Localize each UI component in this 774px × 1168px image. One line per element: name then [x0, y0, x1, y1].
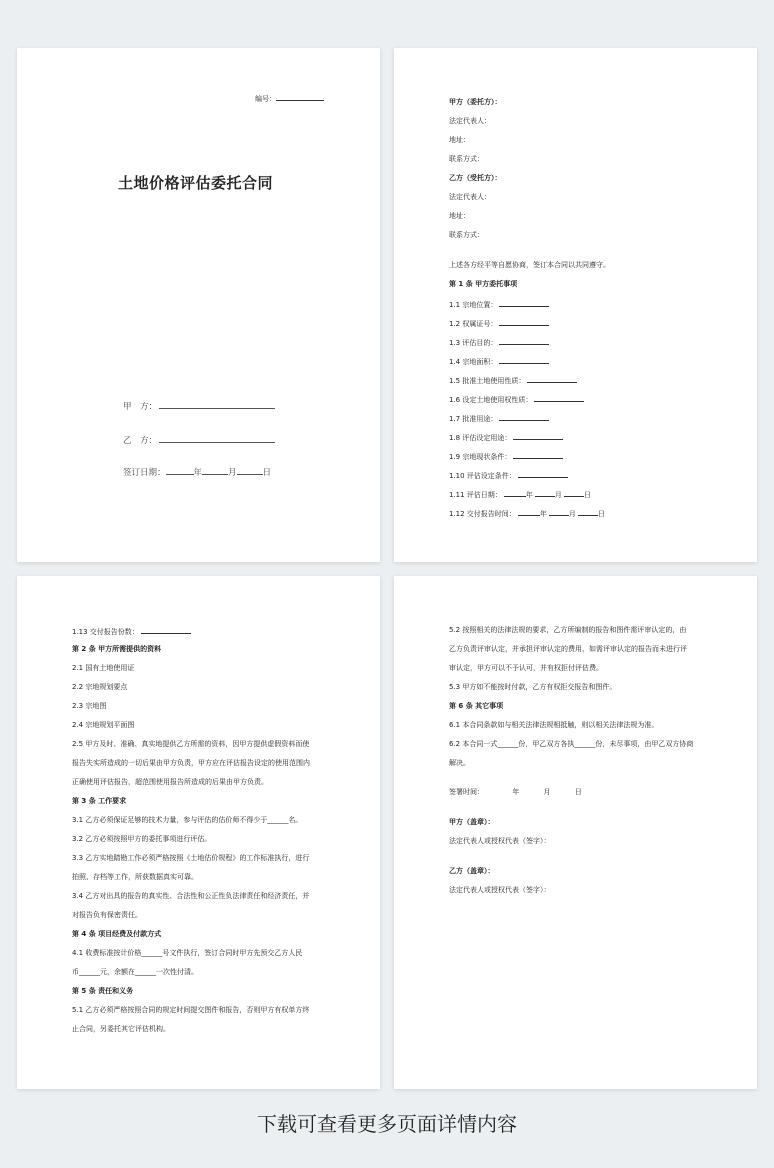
fill-in-blank [499, 318, 549, 326]
party-a-blank [159, 400, 275, 409]
date-unit: 日 [597, 510, 605, 518]
text-line: 2.4 宗地规划平面图 [72, 721, 135, 729]
fill-in-blank [499, 299, 549, 307]
sign-time-label: 签署时间： [449, 788, 484, 796]
day-blank [237, 466, 263, 475]
section-heading: 第 6 条 其它事项 [449, 702, 504, 710]
section-heading: 乙方（受托方）： [449, 174, 502, 182]
item-label: 1.9 宗地现状条件： [449, 453, 512, 461]
text-line: 2.5 甲方及时、准确、真实地提供乙方所需的资料，因甲方提供虚假资料而使 [72, 740, 310, 748]
party-b-row [123, 434, 275, 446]
section-heading: 第 2 条 甲方所需提供的资料 [72, 645, 162, 653]
text-line: 5.1 乙方必须严格按照合同的规定时间提交图件和报告，否则甲方有权单方终 [72, 1006, 310, 1014]
fill-in-blank [499, 337, 549, 345]
month-blank [202, 466, 228, 475]
fill-in-blank [564, 489, 584, 497]
party-a-seal: 甲方（盖章）： [449, 818, 495, 826]
item-label: 1.2 权属证号： [449, 320, 498, 328]
section-heading: 第 5 条 责任和义务 [72, 987, 134, 995]
text-line: 3.1 乙方必须保证足够的技术力量，参与评估的估价师不得少于______名。 [72, 816, 303, 824]
sign-date-label: 签订日期： [123, 468, 166, 478]
fill-in-blank [518, 470, 568, 478]
item-label: 1.4 宗地面积： [449, 358, 498, 366]
text-line: 地址： [449, 136, 470, 144]
sign-year-label: 年 [512, 788, 520, 796]
item-label: 1.5 批准土地使用性质： [449, 377, 526, 385]
year-blank [166, 466, 194, 475]
item-row [449, 432, 563, 443]
text-line: 地址： [449, 212, 470, 220]
text-line: 乙方负责评审认定，并承担评审认定的费用，如需评审认定的报告而未进行评 [449, 645, 687, 653]
item-row [449, 337, 549, 348]
item-row [449, 413, 549, 424]
text-line: 审认定，甲方可以不予认可，并有权拒付评估费。 [449, 664, 603, 672]
item-row [449, 489, 591, 500]
item-row [449, 394, 584, 405]
contract-page-3 [17, 576, 380, 1089]
text-line: 2.2 宗地规划要点 [72, 683, 128, 691]
party-a-label: 甲 方： [123, 402, 158, 412]
contract-number-blank [276, 93, 324, 101]
item-row [449, 375, 577, 386]
text-line: 6.1 本合同条款如与相关法律法规相抵触，则以相关法律法规为准。 [449, 721, 659, 729]
fill-in-blank [499, 356, 549, 364]
date-unit: 年 [525, 491, 533, 499]
sign-month-label: 月 [543, 788, 551, 796]
text-line: 联系方式： [449, 155, 484, 163]
fill-in-blank [527, 375, 577, 383]
item-label: 1.6 设定土地使用权性质： [449, 396, 533, 404]
party-b-seal: 乙方（盖章）： [449, 867, 495, 875]
text-line: 报告失实所造成的一切后果由甲方负责，甲方应在评估报告设定的使用范围内 [72, 759, 310, 767]
party-b-label: 乙 方： [123, 436, 158, 446]
text-line: 5.3 甲方如不能按时付款，乙方有权拒交报告和图件。 [449, 683, 617, 691]
item-label: 1.10 评估设定条件： [449, 472, 516, 480]
fill-in-blank [513, 432, 563, 440]
year-label: 年 [193, 468, 203, 478]
fill-in-blank [578, 508, 598, 516]
party-b-blank [159, 434, 275, 443]
text-line: 上述各方经平等自愿协商，签订本合同以共同遵守。 [449, 261, 610, 269]
item-label: 1.11 评估日期： [449, 491, 502, 499]
fill-in-blank [535, 489, 555, 497]
day-label: 日 [262, 468, 272, 478]
text-line: 3.3 乙方实地踏勘工作必须严格按照《土地估价规程》的工作标准执行，进行 [72, 854, 310, 862]
page-title: 土地价格评估委托合同 [118, 174, 274, 192]
fill-in-blank [141, 626, 191, 634]
fill-in-blank [534, 394, 584, 402]
text-line: 联系方式： [449, 231, 484, 239]
text-line: 正确使用评估报告，超范围使用报告所造成的后果由甲方负责。 [72, 778, 268, 786]
item-row [449, 508, 605, 519]
text-line: 对报告负有保密责任。 [72, 911, 142, 919]
item-row [449, 470, 568, 481]
item-row [449, 318, 549, 329]
text-line: 解决。 [449, 759, 470, 767]
fill-in-blank [513, 451, 563, 459]
text-line: 币______元，余额在______一次性付清。 [72, 968, 198, 976]
item-label: 1.8 评估设定用途： [449, 434, 512, 442]
item-label: 1.3 评估目的： [449, 339, 498, 347]
section-heading: 第 3 条 工作要求 [72, 797, 127, 805]
party-b-representative: 法定代表人或授权代表（签字）： [449, 886, 551, 894]
text-line: 4.1 收费标准按计价格______号文件执行，签订合同时甲方先预交乙方人民 [72, 949, 303, 957]
date-unit: 月 [568, 510, 576, 518]
item-row [449, 299, 549, 310]
sign-day-label: 日 [574, 788, 582, 796]
section-heading: 甲方（委托方）： [449, 98, 502, 106]
text-line: 3.4 乙方对出具的报告的真实性、合法性和公正性负法律责任和经济责任，并 [72, 892, 310, 900]
party-a-row [123, 400, 275, 412]
fill-in-blank [499, 413, 549, 421]
item-label: 1.12 交付报告时间： [449, 510, 516, 518]
fill-in-blank [518, 508, 540, 516]
fill-in-blank [504, 489, 526, 497]
item-label: 1.1 宗地位置： [449, 301, 498, 309]
download-caption: 下载可查看更多页面详情内容 [257, 1112, 517, 1136]
fill-in-blank [549, 508, 569, 516]
text-line: 3.2 乙方必须按照甲方的委托事项进行评估。 [72, 835, 212, 843]
sign-time-row [449, 788, 582, 797]
contract-page-2 [394, 48, 757, 562]
item-row [449, 451, 563, 462]
date-unit: 月 [554, 491, 562, 499]
item-label: 1.13 交付报告份数： [72, 628, 139, 636]
contract-number [255, 93, 324, 104]
contract-page-4 [394, 576, 757, 1089]
item-label: 1.7 批准用途： [449, 415, 498, 423]
section-heading: 第 4 条 项目经费及付款方式 [72, 930, 162, 938]
item-row [449, 356, 549, 367]
cover-page [17, 48, 380, 562]
text-line: 5.2 按照相关的法律法规的要求，乙方所编制的报告和图件需评审认定的，由 [449, 626, 687, 634]
text-line: 法定代表人： [449, 117, 491, 125]
text-line [72, 626, 191, 637]
date-unit: 日 [583, 491, 591, 499]
text-line: 法定代表人： [449, 193, 491, 201]
sign-date-row [123, 466, 271, 478]
text-line: 6.2 本合同一式______份，甲乙双方各执______份，未尽事项，由甲乙双方协商 [449, 740, 694, 748]
month-label: 月 [228, 468, 237, 478]
date-unit: 年 [539, 510, 547, 518]
text-line: 2.1 国有土地使用证 [72, 664, 135, 672]
text-line: 拍照、存档等工作，所获数据真实可靠。 [72, 873, 198, 881]
party-a-representative: 法定代表人或授权代表（签字）： [449, 837, 551, 845]
section-heading: 第 1 条 甲方委托事项 [449, 280, 518, 288]
text-line: 止合同，另委托其它评估机构。 [72, 1025, 170, 1033]
text-line: 2.3 宗地图 [72, 702, 107, 710]
contract-number-label: 编号： [255, 95, 276, 103]
